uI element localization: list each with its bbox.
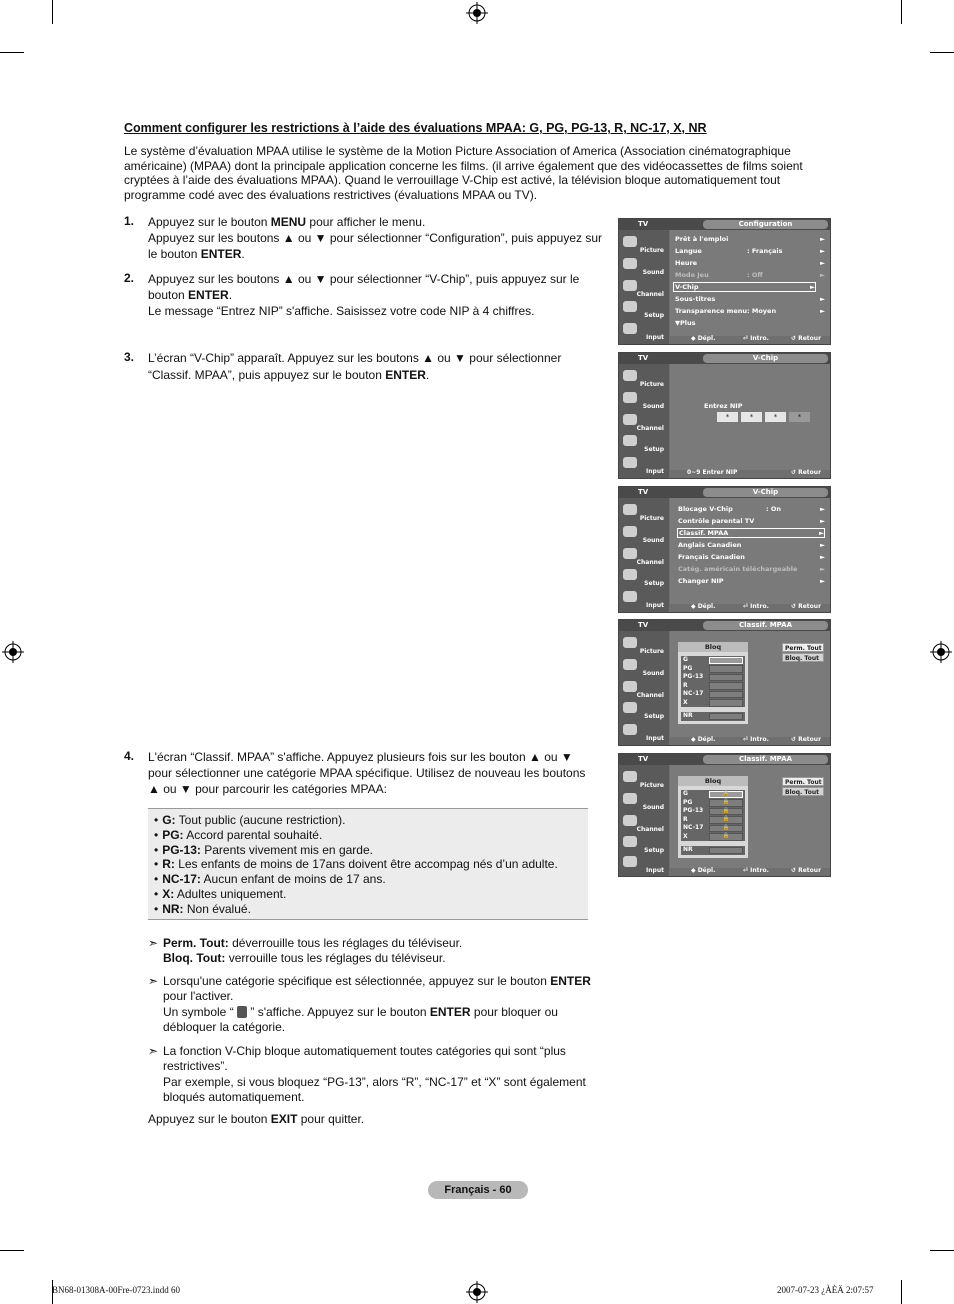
osd-tv-label: TV <box>638 354 649 362</box>
pin-digit[interactable]: * <box>789 412 810 422</box>
osd-item-label: Anglais Canadien <box>678 541 742 549</box>
osd-title: V-Chip <box>703 354 828 363</box>
rating-desc: Les enfants de moins de 17ans doivent être accompag nés d’un adulte. <box>174 857 558 872</box>
picture-icon <box>623 504 637 515</box>
note-text: Un symbole “ <box>163 1004 238 1019</box>
mpaa-row-label: PG-13 <box>683 807 704 814</box>
osd-foot-back: ↺ Retour <box>791 603 822 610</box>
osd-cat-label: Channel <box>636 559 664 566</box>
osd-item-label: Prêt à l'emploi <box>675 235 729 243</box>
lock-icon[interactable]: 🔒 <box>709 799 743 807</box>
osd-cat-picture[interactable] <box>621 502 667 523</box>
osd-menu-item[interactable] <box>678 540 825 550</box>
osd-cat-channel[interactable] <box>621 813 667 834</box>
crop-mark <box>901 1280 902 1304</box>
lock-icon <box>237 1006 247 1018</box>
osd-item-label: Blocage V-Chip <box>678 505 733 513</box>
osd-sidebar <box>619 631 669 746</box>
rating-desc: Parents vivement mis en garde. <box>200 842 373 857</box>
osd-menu-item[interactable] <box>675 270 825 280</box>
step-number: 3. <box>124 350 135 364</box>
input-icon <box>623 323 637 334</box>
mpaa-row-label: NR <box>683 846 693 853</box>
osd-cat-channel[interactable] <box>621 546 667 567</box>
step-text: . <box>228 288 233 302</box>
osd-mpaa <box>618 619 831 746</box>
osd-cat-channel[interactable] <box>621 679 667 700</box>
key-label: Perm. Tout: <box>163 936 229 950</box>
osd-sidebar <box>619 498 669 613</box>
osd-cat-label: Input <box>646 867 664 874</box>
mpaa-cell[interactable] <box>709 713 743 721</box>
list-item <box>154 843 582 858</box>
key-label: ENTER <box>550 974 591 988</box>
list-item <box>154 902 582 917</box>
arrow-right-icon: ► <box>820 247 825 255</box>
osd-item-label: Transparence menu <box>675 307 748 315</box>
osd-cat-label: Sound <box>642 804 664 811</box>
note-text: déverrouille tous les réglages du téléviseur. <box>228 936 463 950</box>
channel-icon <box>623 548 637 559</box>
arrow-right-icon: ► <box>820 517 825 525</box>
osd-cat-label: Setup <box>644 446 664 453</box>
mpaa-cell[interactable] <box>709 674 743 682</box>
osd-cat-label: Picture <box>639 648 664 655</box>
osd-foot-pin: 0~9 Entrer NIP <box>687 469 738 476</box>
key-label: EXIT <box>270 1112 298 1126</box>
mpaa-row-label: PG <box>683 798 693 806</box>
osd-item-value: : Moyen <box>747 307 777 315</box>
osd-cat-picture[interactable] <box>621 368 667 389</box>
osd-mpaa-locked <box>618 753 831 877</box>
osd-foot-back: ↺ Retour <box>791 736 822 743</box>
step-number: 2. <box>124 271 135 285</box>
osd-cat-setup[interactable] <box>621 834 667 855</box>
picture-icon <box>623 637 637 648</box>
osd-item-label: Catég. américain téléchargeable <box>678 565 798 573</box>
mpaa-row[interactable] <box>681 799 745 808</box>
osd-footer <box>619 866 830 876</box>
step-text: Appuyez sur les boutons ▲ ou ▼ pour sélectionner “Configuration”, puis appuyez sur le bouton <box>148 231 603 261</box>
osd-title: Configuration <box>703 220 828 229</box>
osd-footer <box>619 602 830 612</box>
osd-tv-label: TV <box>638 488 649 496</box>
crop-mark <box>52 0 53 24</box>
rating-code: G: <box>162 813 176 827</box>
intro-paragraph: Le système d’évaluation MPAA utilise le système de la Motion Picture Association of America (Association cinématographique américaine) (MPAA) dont la principale application concerne les films. (il arrive également que des vidéocassettes de films soient cryptées à l’aide des évaluations MPAA). Quand le verrouillage V-Chip est activé, la télévision bloque automatiquement tout programme codé avec des évaluations restrictives (évaluations MPAA ou TV). <box>124 144 803 202</box>
mpaa-cell[interactable] <box>709 847 743 855</box>
osd-foot-move: ◆ Dépl. <box>691 335 716 342</box>
rating-code: NR: <box>162 901 184 916</box>
osd-footer <box>619 334 830 344</box>
key-label: ENTER <box>200 247 242 261</box>
sound-icon <box>623 258 637 269</box>
step-text: Appuyez sur les boutons ▲ ou ▼ pour sélectionner “V-Chip”, puis appuyez sur le bouton <box>148 272 580 302</box>
step-text: L’écran “V-Chip” apparaît. Appuyez sur les boutons ▲ ou ▼ pour sélectionner “Classif. MPAA”, puis appuyez sur le bouton <box>148 351 562 382</box>
osd-cat-label: Picture <box>639 782 664 789</box>
osd-foot-enter: ⏎ Intro. <box>743 335 769 342</box>
arrow-right-icon: ► <box>820 295 825 303</box>
osd-foot-back: ↺ Retour <box>791 469 822 476</box>
osd-cat-setup[interactable] <box>621 567 667 588</box>
osd-menu <box>670 230 831 336</box>
osd-foot-move: ◆ Dépl. <box>691 867 716 874</box>
osd-menu-item[interactable] <box>675 234 825 244</box>
lock-icon[interactable]: 🔒 <box>709 808 743 816</box>
sound-icon <box>623 526 637 537</box>
osd-menu-item[interactable] <box>675 318 825 328</box>
note-text: Lorsqu'une catégorie spécifique est sélectionnée, appuyez sur le bouton <box>163 974 551 988</box>
osd-title: V-Chip <box>703 488 828 497</box>
crop-mark <box>930 1250 954 1251</box>
osd-menu-item[interactable] <box>678 504 825 514</box>
arrow-right-icon: ► <box>820 541 825 549</box>
step-text: pour afficher le menu. <box>306 215 426 229</box>
osd-cat-label: Picture <box>639 515 664 522</box>
osd-sidebar <box>619 765 669 877</box>
osd-cat-label: Setup <box>644 713 664 720</box>
note-text: verrouille tous les réglages du téléviseur. <box>225 951 446 966</box>
note-text: Appuyez sur le bouton <box>148 1112 271 1126</box>
setup-icon <box>623 836 637 847</box>
arrow-right-icon: ► <box>810 283 815 291</box>
osd-cat-label: Sound <box>642 670 664 677</box>
osd-item-label: Changer NIP <box>678 577 724 585</box>
osd-item-label: V-Chip <box>675 283 699 291</box>
osd-menu-item-selected[interactable] <box>677 528 825 538</box>
pin-label: Entrez NIP <box>704 402 743 410</box>
osd-item-label: Français Canadien <box>678 553 745 561</box>
osd-cat-label: Picture <box>639 381 664 388</box>
osd-footer <box>619 735 830 745</box>
picture-icon <box>623 771 637 782</box>
list-item <box>154 828 582 843</box>
osd-cat-label: Setup <box>644 847 664 854</box>
rating-desc: Aucun enfant de moins de 17 ans. <box>200 872 386 887</box>
bloq-tout-button[interactable]: Bloq. Tout <box>782 787 824 796</box>
osd-item-label: Mode Jeu <box>675 271 709 279</box>
note-text: pour bloquer ou débloquer la catégorie. <box>163 1004 558 1034</box>
osd-foot-back: ↺ Retour <box>791 867 822 874</box>
mpaa-row[interactable] <box>681 790 745 799</box>
rating-desc: Accord parental souhaité. <box>183 827 323 842</box>
osd-item-label: Heure <box>675 259 698 267</box>
sound-icon <box>623 793 637 804</box>
lock-icon[interactable]: 🔒 <box>709 791 743 799</box>
lock-icon[interactable]: 🔒 <box>709 833 743 841</box>
note-arrow-icon: ➣ <box>148 1044 159 1058</box>
picture-icon <box>623 370 637 381</box>
input-icon <box>623 591 637 602</box>
osd-menu-item[interactable] <box>678 552 825 562</box>
mpaa-row[interactable] <box>681 833 745 842</box>
osd-sidebar <box>619 364 669 479</box>
osd-item-value: : On <box>766 505 782 513</box>
mpaa-cell[interactable] <box>709 699 743 707</box>
mpaa-row-label: PG-13 <box>683 673 704 680</box>
arrow-right-icon: ► <box>820 553 825 561</box>
step-text: Le message “Entrez NIP” s'affiche. Saisissez votre code NIP à 4 chiffres. <box>148 304 535 318</box>
osd-title: Classif. MPAA <box>703 755 828 764</box>
mpaa-row[interactable] <box>681 699 745 708</box>
osd-cat-channel[interactable] <box>621 412 667 433</box>
osd-cat-label: Sound <box>642 403 664 410</box>
osd-item-label: Contrôle parental TV <box>678 517 755 525</box>
osd-cat-label: Sound <box>642 269 664 276</box>
osd-cat-label: Input <box>646 602 664 609</box>
list-item <box>154 857 582 872</box>
osd-cat-sound[interactable] <box>621 657 667 678</box>
osd-cat-picture[interactable] <box>621 234 667 255</box>
osd-foot-enter: ⏎ Intro. <box>743 867 769 874</box>
page-number-badge: Français - 60 <box>428 1181 528 1199</box>
setup-icon <box>623 301 637 312</box>
note-vchip <box>148 1044 598 1105</box>
osd-foot-move: ◆ Dépl. <box>691 736 716 743</box>
osd-tv-label: TV <box>638 755 649 763</box>
key-label: MENU <box>270 215 307 229</box>
osd-cat-sound[interactable] <box>621 524 667 545</box>
osd-menu-item-selected[interactable] <box>673 282 816 292</box>
rating-code: NC-17: <box>162 872 201 887</box>
step-text: . <box>425 368 430 382</box>
osd-vchip-pin <box>618 352 831 479</box>
mpaa-head: Bloq <box>678 642 748 652</box>
osd-foot-enter: ⏎ Intro. <box>743 736 769 743</box>
channel-icon <box>623 815 637 826</box>
osd-item-label: Sous-titres <box>675 295 716 303</box>
note-text: pour l'activer. <box>163 989 234 1004</box>
osd-item-label: ▼Plus <box>675 319 696 327</box>
setup-icon <box>623 435 637 446</box>
mpaa-cell[interactable] <box>709 682 743 690</box>
mpaa-row[interactable] <box>681 807 745 816</box>
crop-mark <box>0 1250 24 1251</box>
osd-cat-label: Channel <box>636 692 664 699</box>
mpaa-row-label: R <box>683 815 688 823</box>
osd-cat-label: Channel <box>636 425 664 432</box>
rating-desc: Adultes uniquement. <box>174 886 287 901</box>
input-icon <box>623 724 637 735</box>
registration-mark-icon <box>466 1281 488 1303</box>
lock-icon[interactable]: 🔒 <box>709 825 743 833</box>
osd-cat-setup[interactable] <box>621 433 667 454</box>
crop-mark <box>0 52 24 53</box>
setup-icon <box>623 569 637 580</box>
mpaa-row-label: NC-17 <box>683 690 704 697</box>
mpaa-row-label: G <box>683 656 688 663</box>
osd-menu-item[interactable] <box>678 516 825 526</box>
osd-menu <box>670 498 831 604</box>
osd-cat-label: Sound <box>642 537 664 544</box>
arrow-right-icon: ► <box>820 235 825 243</box>
exit-instruction <box>148 1112 364 1126</box>
key-label: ENTER <box>188 288 229 302</box>
mpaa-row[interactable] <box>681 665 745 674</box>
bloq-tout-button[interactable]: Bloq. Tout <box>782 653 824 662</box>
note-arrow-icon: ➣ <box>148 936 159 950</box>
crop-mark <box>901 0 902 24</box>
key-label: Bloq. Tout: <box>163 951 226 966</box>
osd-cat-sound[interactable] <box>621 256 667 277</box>
osd-item-value: : Off <box>747 271 763 279</box>
osd-cat-label: Setup <box>644 312 664 319</box>
osd-item-label: Classif. MPAA <box>679 529 729 537</box>
arrow-right-icon: ► <box>820 505 825 513</box>
osd-cat-sound[interactable] <box>621 791 667 812</box>
osd-vchip-menu <box>618 486 831 613</box>
arrow-right-icon: ► <box>820 565 825 573</box>
arrow-right-icon: ► <box>820 307 825 315</box>
arrow-right-icon: ► <box>820 271 825 279</box>
registration-mark-icon <box>930 641 952 663</box>
osd-cat-sound[interactable] <box>621 390 667 411</box>
note-enter <box>148 974 598 1035</box>
osd-menu-item[interactable] <box>675 306 825 316</box>
mpaa-row-label: NR <box>683 712 693 719</box>
crop-mark <box>930 52 954 53</box>
mpaa-row-label: R <box>683 681 688 689</box>
rating-desc: Tout public (aucune restriction). <box>175 813 346 827</box>
osd-cat-label: Input <box>646 468 664 475</box>
mpaa-row[interactable] <box>681 824 745 833</box>
channel-icon <box>623 681 637 692</box>
note-arrow-icon: ➣ <box>148 974 159 988</box>
channel-icon <box>623 414 637 425</box>
osd-cat-channel[interactable] <box>621 278 667 299</box>
step-number: 1. <box>124 214 135 228</box>
osd-menu-item[interactable] <box>678 576 825 586</box>
rating-code: PG: <box>162 827 184 842</box>
mpaa-row[interactable] <box>681 673 745 682</box>
osd-foot-enter: ⏎ Intro. <box>743 603 769 610</box>
osd-item-value: : Français <box>747 247 783 255</box>
setup-icon <box>623 702 637 713</box>
mpaa-table <box>678 776 748 858</box>
osd-configuration <box>618 218 831 345</box>
arrow-right-icon: ► <box>819 529 824 537</box>
mpaa-row-label: X <box>683 832 688 840</box>
rating-code: X: <box>162 886 175 901</box>
mpaa-row[interactable] <box>681 656 745 665</box>
note-text: pour quitter. <box>297 1112 365 1126</box>
mpaa-table <box>678 642 748 724</box>
picture-icon <box>623 236 637 247</box>
key-label: ENTER <box>429 1004 471 1019</box>
osd-menu-item[interactable] <box>675 246 825 256</box>
note-text: La fonction V-Chip bloque automatiquement toutes catégories qui sont “plus restrictives”. <box>163 1044 566 1074</box>
mpaa-row-label: X <box>683 698 688 706</box>
step-number: 4. <box>124 749 135 763</box>
osd-title: Classif. MPAA <box>703 621 828 630</box>
arrow-right-icon: ► <box>820 259 825 267</box>
osd-cat-label: Channel <box>636 291 664 298</box>
pin-digit[interactable]: * <box>717 412 738 422</box>
osd-footer <box>619 468 830 478</box>
note-perm-bloq <box>148 936 598 967</box>
osd-menu-item[interactable] <box>678 564 825 574</box>
step-text: . <box>241 247 245 261</box>
mpaa-row[interactable] <box>681 816 745 825</box>
osd-cat-setup[interactable] <box>621 299 667 320</box>
note-text: Par exemple, si vous bloquez “PG-13”, alors “R”, “NC-17” et “X” sont également bloqués automatiquement. <box>163 1074 586 1104</box>
mpaa-row[interactable] <box>681 846 745 855</box>
list-item <box>154 872 582 887</box>
step-2-text <box>148 271 603 319</box>
osd-menu-item[interactable] <box>675 258 825 268</box>
rating-code: PG-13: <box>162 842 201 857</box>
mpaa-row[interactable] <box>681 682 745 691</box>
registration-mark-icon <box>2 641 24 663</box>
osd-cat-setup[interactable] <box>621 700 667 721</box>
mpaa-head: Bloq <box>678 776 748 786</box>
registration-mark-icon <box>466 2 488 24</box>
mpaa-cell[interactable] <box>709 691 743 699</box>
rating-code: R: <box>162 857 175 872</box>
osd-cat-label: Channel <box>636 826 664 833</box>
osd-menu-item[interactable] <box>675 294 825 304</box>
osd-cat-label: Input <box>646 334 664 341</box>
osd-tv-label: TV <box>638 621 649 629</box>
pin-digit[interactable]: * <box>741 412 762 422</box>
osd-cat-picture[interactable] <box>621 635 667 656</box>
osd-cat-label: Picture <box>639 247 664 254</box>
mpaa-row[interactable] <box>681 690 745 699</box>
step-1-text <box>148 214 603 262</box>
sound-icon <box>623 392 637 403</box>
footer-timestamp: 2007-07-23 ¿ÀÈÄ 2:07:57 <box>777 1285 874 1295</box>
lock-icon[interactable]: 🔒 <box>709 816 743 824</box>
note-text: ” s'affiche. Appuyez sur le bouton <box>247 1004 430 1019</box>
step-4-text: L'écran “Classif. MPAA” s'affiche. Appuyez plusieurs fois sur les bouton ▲ ou ▼ pour sélectionner une catégorie MPAA spécifique. Utilisez de nouveau les boutons ▲ ou ▼ pour parcourir les catégories MPAA: <box>148 750 586 796</box>
input-icon <box>623 457 637 468</box>
footer-file: BN68-01308A-00Fre-0723.indd 60 <box>52 1285 180 1295</box>
osd-cat-label: Input <box>646 735 664 742</box>
step-text: Appuyez sur le bouton <box>148 215 271 229</box>
key-label: ENTER <box>385 368 426 382</box>
mpaa-row[interactable] <box>681 712 745 721</box>
pin-digit[interactable]: * <box>765 412 786 422</box>
step-3-text <box>148 350 603 384</box>
perm-tout-button[interactable]: Perm. Tout <box>782 643 824 652</box>
page-title: Comment configurer les restrictions à l’aide des évaluations MPAA: G, PG, PG-13, R, NC-17, X, NR <box>124 121 707 135</box>
osd-foot-back: ↺ Retour <box>791 335 822 342</box>
osd-foot-move: ◆ Dépl. <box>691 603 716 610</box>
perm-tout-button[interactable]: Perm. Tout <box>782 777 824 786</box>
rating-desc: Non évalué. <box>183 901 251 916</box>
mpaa-cell[interactable] <box>709 657 743 665</box>
rating-list <box>148 808 588 920</box>
mpaa-row-label: G <box>683 790 688 797</box>
osd-cat-picture[interactable] <box>621 769 667 790</box>
mpaa-row-label: NC-17 <box>683 824 704 831</box>
osd-item-label: Langue <box>675 247 702 255</box>
sound-icon <box>623 659 637 670</box>
mpaa-cell[interactable] <box>709 665 743 673</box>
list-item <box>154 887 582 902</box>
list-item <box>154 813 582 828</box>
mpaa-row-label: PG <box>683 664 693 672</box>
osd-cat-label: Setup <box>644 580 664 587</box>
channel-icon <box>623 280 637 291</box>
arrow-right-icon: ► <box>820 577 825 585</box>
osd-tv-label: TV <box>638 220 649 228</box>
osd-sidebar <box>619 230 669 345</box>
